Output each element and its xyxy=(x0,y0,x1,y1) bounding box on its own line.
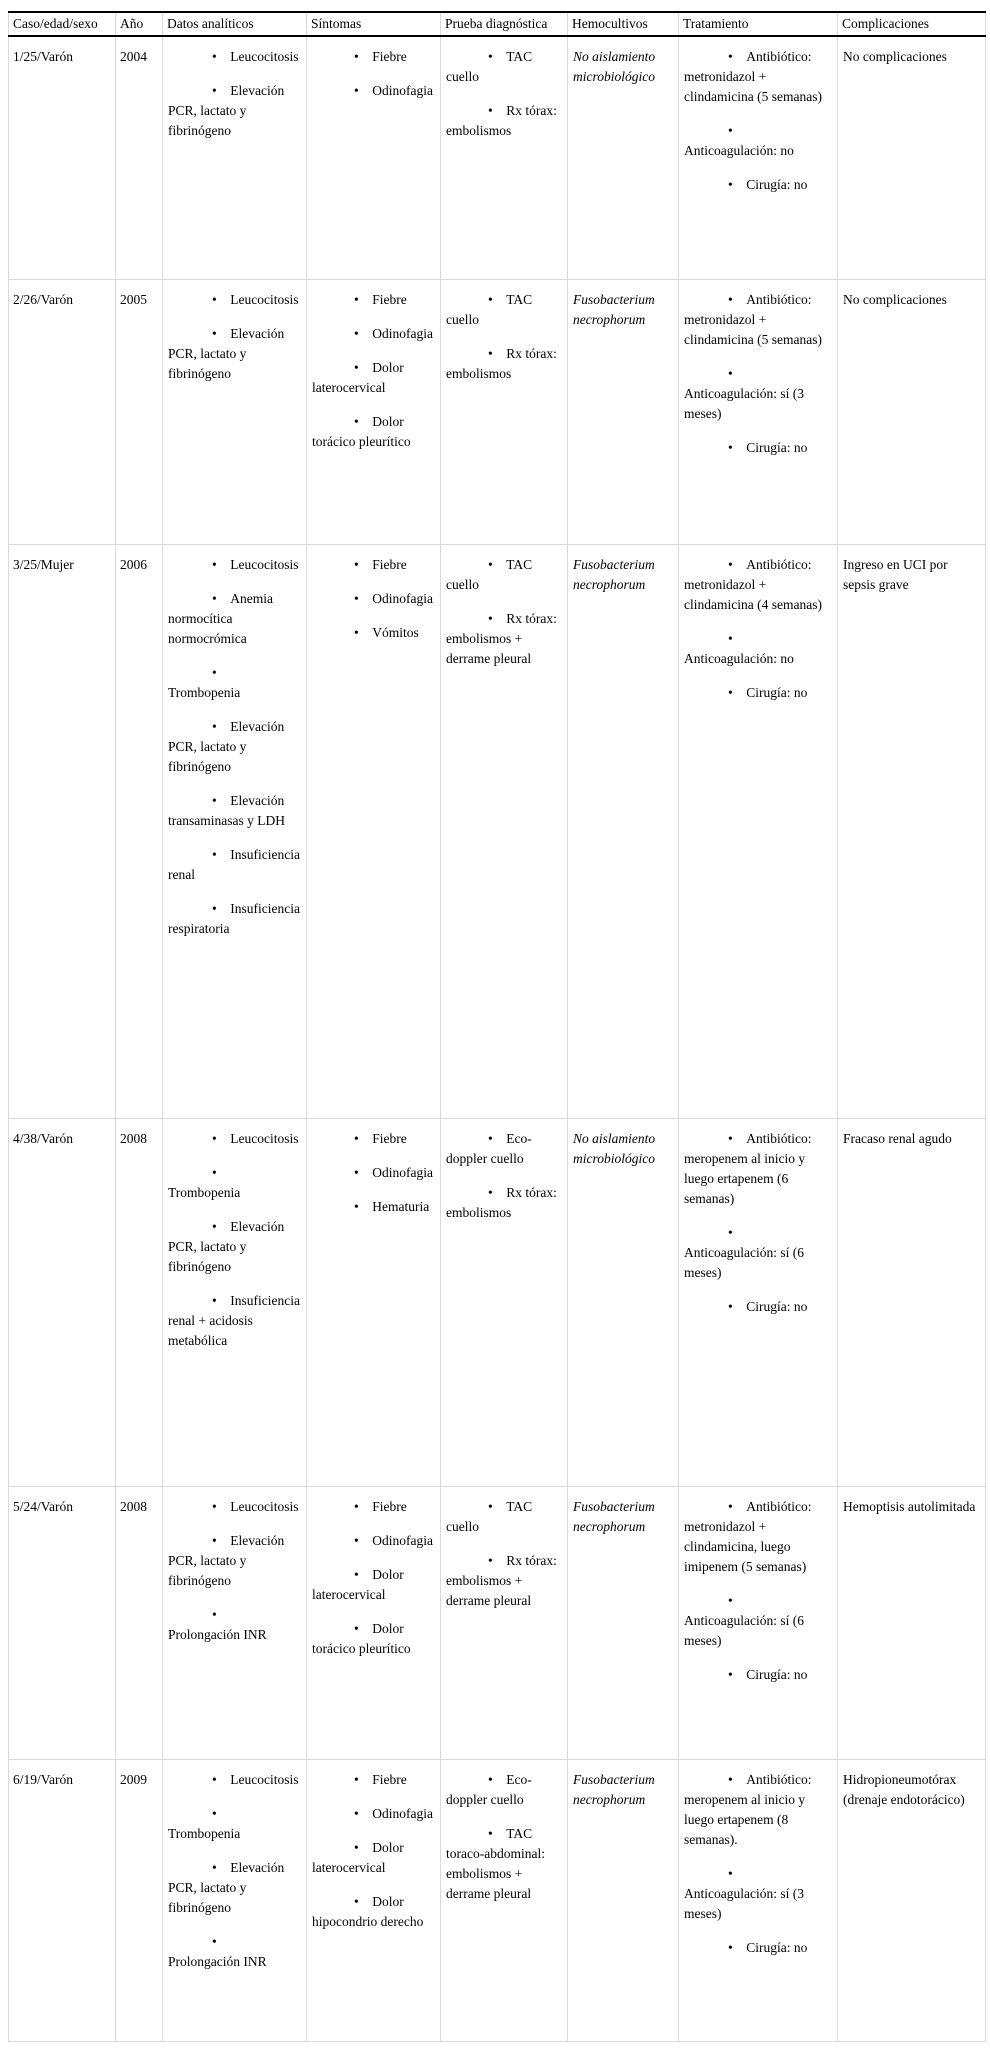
cell-text: No aislamiento microbiológico xyxy=(573,49,656,84)
cell-ano xyxy=(116,36,163,279)
cell-prueba xyxy=(441,1486,568,1759)
bullet-item: • Dolor laterocervical xyxy=(312,1839,404,1875)
cell-text: Fracaso renal agudo xyxy=(843,1130,952,1146)
cell-datos xyxy=(163,36,307,279)
bullet-item: • Rx tórax: embolismos + derrame pleural xyxy=(446,1552,557,1608)
header-row xyxy=(9,12,986,36)
cell-hemocultivos xyxy=(568,1486,679,1759)
table-row xyxy=(9,36,986,279)
bullet-item: • TAC toraco-abdominal: embolismos + derrame pleural xyxy=(446,1825,545,1901)
bullet-item: • Rx tórax: embolismos xyxy=(446,103,557,138)
column-header-hemocultivos: Hemocultivos xyxy=(568,12,679,36)
cell-datos xyxy=(163,1118,307,1486)
bullet-item: • Fiebre xyxy=(354,49,407,64)
bullet-item: • Rx tórax: embolismos + derrame pleural xyxy=(446,610,557,666)
cell-text: 2006 xyxy=(120,556,147,572)
cell-text: Ingreso en UCI por sepsis grave xyxy=(843,556,948,592)
bullet-item: • Odinofagia xyxy=(354,83,433,98)
cell-text: Fusobacterium necrophorum xyxy=(573,556,655,592)
cell-hemocultivos xyxy=(568,36,679,279)
cell-ano xyxy=(116,544,163,1118)
cell-ano xyxy=(116,1118,163,1486)
bullet-item: • Elevación PCR, lactato y fibrinógeno xyxy=(168,325,285,381)
cell-hemocultivos xyxy=(568,1759,679,2041)
cell-ano xyxy=(116,279,163,544)
bullet-item: • Dolor torácico pleurítico xyxy=(312,413,411,449)
column-header-datos: Datos analíticos xyxy=(163,12,307,36)
cell-text: 2009 xyxy=(120,1771,147,1787)
bullet-item: • Rx tórax: embolismos xyxy=(446,345,557,381)
bullet-item: • Anticoagulación: sí (6 meses) xyxy=(684,1592,804,1648)
cell-ano xyxy=(116,1486,163,1759)
cell-text: 5/24/Varón xyxy=(13,1498,73,1514)
table-row xyxy=(9,544,986,1118)
cell-caso xyxy=(9,1759,116,2041)
cell-text: 2/26/Varón xyxy=(13,291,73,307)
bullet-item: • Elevación transaminasas y LDH xyxy=(168,792,285,828)
bullet-item: • Elevación PCR, lactato y fibrinógeno xyxy=(168,1218,285,1274)
bullet-item: • Anticoagulación: no xyxy=(684,123,794,158)
cell-complicaciones xyxy=(838,36,986,279)
cell-text: 2008 xyxy=(120,1498,147,1514)
bullet-item: • Fiebre xyxy=(354,1771,407,1787)
bullet-item: • Trombopenia xyxy=(168,664,241,700)
cell-complicaciones xyxy=(838,1759,986,2041)
bullet-item: • Antibiótico: meropenem al inicio y luego ertapenem (8 semanas). xyxy=(684,1771,812,1847)
cell-caso xyxy=(9,1118,116,1486)
bullet-item: • Trombopenia xyxy=(168,1164,241,1200)
cell-sintomas xyxy=(307,279,441,544)
bullet-item: • Odinofagia xyxy=(354,590,433,606)
cell-datos xyxy=(163,279,307,544)
cell-text: 2004 xyxy=(120,49,147,64)
clinical-cases-table xyxy=(8,11,986,2042)
cell-sintomas xyxy=(307,544,441,1118)
column-header-sintomas: Síntomas xyxy=(307,12,441,36)
column-header-complicaciones: Complicaciones xyxy=(838,12,986,36)
case-table-body xyxy=(9,36,986,2041)
cell-hemocultivos xyxy=(568,1118,679,1486)
cell-text: Fusobacterium necrophorum xyxy=(573,1771,655,1807)
cell-text: 1/25/Varón xyxy=(13,49,73,64)
bullet-item: • Dolor laterocervical xyxy=(312,359,404,395)
bullet-item: • Dolor hipocondrio derecho xyxy=(312,1893,424,1929)
bullet-item: • Insuficiencia renal xyxy=(168,846,300,882)
bullet-item: • Elevación PCR, lactato y fibrinógeno xyxy=(168,1859,285,1915)
bullet-item: • Leucocitosis xyxy=(212,49,299,64)
cell-tratamiento xyxy=(679,1118,838,1486)
cell-text: Hidropioneumotórax (drenaje endotorácico) xyxy=(843,1771,965,1807)
cell-text: Fusobacterium necrophorum xyxy=(573,1498,655,1534)
bullet-item: • Odinofagia xyxy=(354,325,433,341)
column-header-caso: Caso/edad/sexo xyxy=(9,12,116,36)
bullet-item: • Antibiótico: metronidazol + clindamicina, luego imipenem (5 semanas) xyxy=(684,1498,812,1574)
bullet-item: • Fiebre xyxy=(354,1130,407,1146)
cell-prueba xyxy=(441,1118,568,1486)
bullet-item: • Cirugía: no xyxy=(728,1298,808,1314)
bullet-item: • Leucocitosis xyxy=(212,1498,299,1514)
column-header-ano: Año xyxy=(116,12,163,36)
bullet-item: • Anticoagulación: sí (6 meses) xyxy=(684,1224,804,1280)
cell-caso xyxy=(9,36,116,279)
bullet-item: • Antibiótico: metronidazol + clindamicina (5 semanas) xyxy=(684,49,822,104)
cell-tratamiento xyxy=(679,279,838,544)
bullet-item: • Antibiótico: metronidazol + clindamicina (4 semanas) xyxy=(684,556,822,612)
cell-prueba xyxy=(441,544,568,1118)
cell-caso xyxy=(9,544,116,1118)
table-row xyxy=(9,279,986,544)
cell-text: 2005 xyxy=(120,291,147,307)
bullet-item: • Leucocitosis xyxy=(212,556,299,572)
bullet-item: • Anemia normocítica normocrómica xyxy=(168,590,273,646)
bullet-item: • Odinofagia xyxy=(354,1532,433,1548)
cell-text: No complicaciones xyxy=(843,291,947,307)
bullet-item: • Dolor laterocervical xyxy=(312,1566,404,1602)
table-header xyxy=(9,12,986,36)
bullet-item: • Cirugía: no xyxy=(728,684,808,700)
table-row xyxy=(9,1118,986,1486)
bullet-item: • Hematuria xyxy=(354,1198,430,1214)
bullet-item: • Antibiótico: meropenem al inicio y luego ertapenem (6 semanas) xyxy=(684,1130,812,1206)
bullet-item: • Cirugía: no xyxy=(728,177,808,192)
bullet-item: • Fiebre xyxy=(354,1498,407,1514)
cell-sintomas xyxy=(307,1118,441,1486)
bullet-item: • Antibiótico: metronidazol + clindamicina (5 semanas) xyxy=(684,291,822,347)
bullet-item: • Leucocitosis xyxy=(212,1130,299,1146)
cell-datos xyxy=(163,544,307,1118)
cell-tratamiento xyxy=(679,1759,838,2041)
bullet-item: • Cirugía: no xyxy=(728,439,808,455)
cell-complicaciones xyxy=(838,544,986,1118)
bullet-item: • Prolongación INR xyxy=(168,1933,267,1969)
bullet-item: • Trombopenia xyxy=(168,1805,241,1841)
cell-datos xyxy=(163,1486,307,1759)
cell-sintomas xyxy=(307,36,441,279)
cell-text: 6/19/Varón xyxy=(13,1771,73,1787)
bullet-item: • Anticoagulación: no xyxy=(684,630,794,666)
bullet-item: • Elevación PCR, lactato y fibrinógeno xyxy=(168,83,285,138)
cell-datos xyxy=(163,1759,307,2041)
bullet-item: • TAC cuello xyxy=(446,556,533,592)
bullet-item: • TAC cuello xyxy=(446,291,533,327)
cell-complicaciones xyxy=(838,279,986,544)
column-header-tratamiento: Tratamiento xyxy=(679,12,838,36)
cell-tratamiento xyxy=(679,1486,838,1759)
cell-tratamiento xyxy=(679,36,838,279)
cell-sintomas xyxy=(307,1486,441,1759)
cell-caso xyxy=(9,279,116,544)
cell-text: Fusobacterium necrophorum xyxy=(573,291,655,327)
bullet-item: • Fiebre xyxy=(354,556,407,572)
bullet-item: • Elevación PCR, lactato y fibrinógeno xyxy=(168,718,285,774)
bullet-item: • Anticoagulación: sí (3 meses) xyxy=(684,365,804,421)
cell-text: No aislamiento microbiológico xyxy=(573,1130,656,1166)
bullet-item: • TAC cuello xyxy=(446,1498,533,1534)
bullet-item: • Cirugía: no xyxy=(728,1666,808,1682)
cell-ano xyxy=(116,1759,163,2041)
cell-caso xyxy=(9,1486,116,1759)
cell-prueba xyxy=(441,279,568,544)
bullet-item: • Leucocitosis xyxy=(212,1771,299,1787)
bullet-item: • Rx tórax: embolismos xyxy=(446,1184,557,1220)
cell-prueba xyxy=(441,1759,568,2041)
cell-text: Hemoptisis autolimitada xyxy=(843,1498,976,1514)
cell-hemocultivos xyxy=(568,279,679,544)
bullet-item: • Eco-doppler cuello xyxy=(446,1771,532,1807)
bullet-item: • Prolongación INR xyxy=(168,1606,267,1642)
bullet-item: • Leucocitosis xyxy=(212,291,299,307)
bullet-item: • Anticoagulación: sí (3 meses) xyxy=(684,1865,804,1921)
cell-hemocultivos xyxy=(568,544,679,1118)
table-row xyxy=(9,1486,986,1759)
cell-complicaciones xyxy=(838,1486,986,1759)
bullet-item: • Insuficiencia renal + acidosis metabólica xyxy=(168,1292,300,1348)
bullet-item: • Elevación PCR, lactato y fibrinógeno xyxy=(168,1532,285,1588)
cell-text: No complicaciones xyxy=(843,49,947,64)
cell-sintomas xyxy=(307,1759,441,2041)
cell-tratamiento xyxy=(679,544,838,1118)
cell-complicaciones xyxy=(838,1118,986,1486)
cell-text: 3/25/Mujer xyxy=(13,556,74,572)
bullet-item: • Odinofagia xyxy=(354,1164,433,1180)
cell-text: 2008 xyxy=(120,1130,147,1146)
cell-text: 4/38/Varón xyxy=(13,1130,73,1146)
bullet-item: • TAC cuello xyxy=(446,49,533,84)
bullet-item: • Dolor torácico pleurítico xyxy=(312,1620,411,1656)
bullet-item: • Fiebre xyxy=(354,291,407,307)
bullet-item: • Cirugía: no xyxy=(728,1939,808,1955)
table-row xyxy=(9,1759,986,2041)
bullet-item: • Odinofagia xyxy=(354,1805,433,1821)
cell-prueba xyxy=(441,36,568,279)
bullet-item: • Insuficiencia respiratoria xyxy=(168,900,300,936)
column-header-prueba: Prueba diagnóstica xyxy=(441,12,568,36)
bullet-item: • Eco-doppler cuello xyxy=(446,1130,532,1166)
bullet-item: • Vómitos xyxy=(354,624,419,640)
